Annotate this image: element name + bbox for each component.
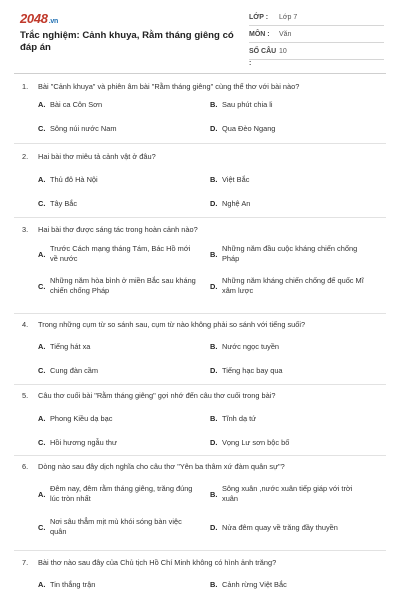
option-text: Trước Cách mạng tháng Tám, Bác Hồ mới về nước [50, 244, 191, 263]
header-divider [14, 73, 386, 74]
option-text: Tin thắng trận [50, 580, 96, 589]
question-stem: Bài thơ nào sau đây của Chủ tịch Hồ Chí Minh không có hình ảnh trăng? [38, 558, 277, 567]
question-4 [22, 320, 378, 375]
question-text [22, 320, 378, 330]
answer-option-a[interactable] [38, 342, 208, 352]
answer-option-b[interactable] [210, 484, 380, 504]
meta-row-subject [249, 29, 384, 43]
site-logo[interactable] [20, 11, 58, 26]
answer-option-c[interactable] [38, 276, 208, 296]
option-letter: B. [210, 414, 218, 423]
answer-option-a[interactable] [38, 100, 208, 110]
option-text: Những năm hòa bình ở miền Bắc sau kháng chiến chống Pháp [50, 276, 196, 295]
option-letter: C. [38, 124, 46, 133]
option-letter: B. [210, 175, 218, 184]
question-text [22, 391, 378, 401]
option-text: Sông núi nước Nam [50, 124, 117, 133]
answer-option-b[interactable] [210, 175, 380, 185]
question-stem: Hai bài thơ được sáng tác trong hoàn cảnh nào? [38, 225, 198, 234]
option-letter: B. [210, 100, 218, 109]
option-letter: A. [38, 342, 46, 351]
option-text: Những năm kháng chiến chống đế quốc Mĩ xâm lược [222, 276, 364, 295]
option-letter: A. [38, 175, 46, 184]
question-stem: Trong những cụm từ so sánh sau, cụm từ nào không phải so sánh với tiếng suối? [38, 320, 306, 329]
question-number: 6. [22, 462, 29, 471]
question-text [22, 152, 378, 162]
question-number: 2. [22, 152, 29, 161]
option-text: Nghệ An [222, 199, 251, 208]
meta-key: LỚP : [249, 14, 269, 21]
option-letter: B. [210, 580, 218, 589]
option-letter: B. [210, 342, 218, 351]
answer-option-d[interactable] [210, 366, 380, 376]
question-number: 7. [22, 558, 29, 567]
option-text: Bài ca Côn Sơn [50, 100, 103, 109]
option-letter: D. [210, 366, 218, 375]
option-text: Vọng Lư sơn bộc bố [222, 438, 290, 447]
option-text: Tây Bắc [50, 199, 78, 208]
option-text: Việt Bắc [222, 175, 250, 184]
answer-option-b[interactable] [210, 244, 380, 264]
answer-option-d[interactable] [210, 199, 380, 209]
option-text: Đêm nay, đêm rằm tháng giêng, trăng đúng lúc tròn nhất [50, 484, 193, 503]
option-letter: C. [38, 438, 46, 447]
answer-option-a[interactable] [38, 580, 208, 590]
option-letter: B. [210, 250, 218, 259]
question-number: 4. [22, 320, 29, 329]
option-letter: D. [210, 124, 218, 133]
option-letter: C. [38, 523, 46, 532]
option-text: Tĩnh dạ tứ [222, 414, 257, 423]
answer-option-c[interactable] [38, 366, 208, 376]
option-letter: C. [38, 366, 46, 375]
answer-option-a[interactable] [38, 484, 208, 504]
answer-option-b[interactable] [210, 580, 380, 590]
option-letter: A. [38, 490, 46, 499]
meta-value: Văn [279, 31, 292, 38]
meta-value: Lớp 7 [279, 14, 298, 21]
answer-option-c[interactable] [38, 124, 208, 134]
question-3 [22, 225, 378, 295]
option-letter: C. [38, 282, 46, 291]
answer-option-d[interactable] [210, 276, 380, 296]
question-divider [14, 384, 386, 385]
meta-key: MÔN : [249, 31, 270, 38]
question-2 [22, 152, 378, 208]
option-text: Nửa đêm quay về trăng đầy thuyền [222, 523, 338, 532]
answer-option-b[interactable] [210, 414, 380, 424]
answer-option-c[interactable] [38, 517, 208, 537]
option-text: Những năm đầu cuộc kháng chiến chống Pháp [222, 244, 358, 263]
question-7 [22, 558, 378, 589]
quiz-header [0, 0, 400, 67]
question-number: 3. [22, 225, 29, 234]
meta-key: SỐ CÂU : [249, 48, 277, 67]
option-text: Cảnh rừng Việt Bắc [222, 580, 287, 589]
question-text [22, 82, 378, 92]
question-divider [14, 143, 386, 144]
option-letter: A. [38, 250, 46, 259]
option-text: Sau phút chia li [222, 100, 273, 109]
question-5 [22, 391, 378, 447]
option-letter: B. [210, 490, 218, 499]
answer-option-d[interactable] [210, 438, 380, 448]
answer-option-c[interactable] [38, 199, 208, 209]
option-text: Tiếng hạc bay qua [222, 366, 283, 375]
logo-main: 2048 [20, 11, 48, 26]
option-text: Hồi hương ngẫu thư [50, 438, 117, 447]
meta-row-class [249, 12, 384, 26]
option-text: Qua Đèo Ngang [222, 124, 276, 133]
option-text: Sông xuân ,nước xuân tiếp giáp với trời xuân [222, 484, 353, 503]
option-text: Cung đàn cầm [50, 366, 99, 375]
question-stem: Câu thơ cuối bài "Rằm tháng giêng" gợi nhớ đến câu thơ cuối trong bài? [38, 391, 276, 400]
logo-suffix: .vn [48, 18, 58, 25]
answer-option-d[interactable] [210, 124, 380, 134]
option-text: Phong Kiều dạ bạc [50, 414, 113, 423]
answer-option-a[interactable] [38, 244, 208, 264]
meta-row-count [249, 46, 384, 67]
question-stem: Hai bài thơ miêu tả cảnh vật ở đâu? [38, 152, 156, 161]
answer-option-c[interactable] [38, 438, 208, 448]
question-number: 1. [22, 82, 29, 91]
question-number: 5. [22, 391, 29, 400]
option-letter: D. [210, 282, 218, 291]
option-letter: D. [210, 438, 218, 447]
option-letter: D. [210, 199, 218, 208]
option-text: Tiếng hát xa [50, 342, 91, 351]
question-text [22, 558, 378, 568]
answer-option-b[interactable] [210, 342, 380, 352]
option-letter: A. [38, 414, 46, 423]
quiz-meta [249, 12, 384, 67]
quiz-title: Trắc nghiệm: Cảnh khuya, Rằm tháng giêng có đáp án [20, 30, 234, 53]
answer-option-a[interactable] [38, 414, 208, 424]
question-text [22, 225, 378, 235]
meta-value: 10 [279, 48, 287, 55]
option-letter: A. [38, 580, 46, 589]
answer-option-a[interactable] [38, 175, 208, 185]
question-1 [22, 82, 378, 133]
option-text: Thủ đô Hà Nội [50, 175, 98, 184]
question-6 [22, 462, 378, 536]
option-letter: C. [38, 199, 46, 208]
answer-option-b[interactable] [210, 100, 380, 110]
question-divider [14, 550, 386, 551]
option-letter: A. [38, 100, 46, 109]
option-letter: D. [210, 523, 218, 532]
question-stem: Dòng nào sau đây dịch nghĩa cho câu thơ "Yên ba thâm xứ đàm quân sự"? [38, 462, 285, 471]
option-text: Nước ngọc tuyền [222, 342, 280, 351]
answer-option-d[interactable] [210, 517, 380, 533]
question-divider [14, 217, 386, 218]
option-text: Nơi sâu thẳm mịt mù khói sóng bàn việc quân [50, 517, 182, 536]
question-stem: Bài "Cảnh khuya" và phiên âm bài "Rằm tháng giêng" cùng thể thơ với bài nào? [38, 82, 300, 91]
question-text [22, 462, 378, 472]
question-divider [14, 455, 386, 456]
question-divider [14, 313, 386, 314]
